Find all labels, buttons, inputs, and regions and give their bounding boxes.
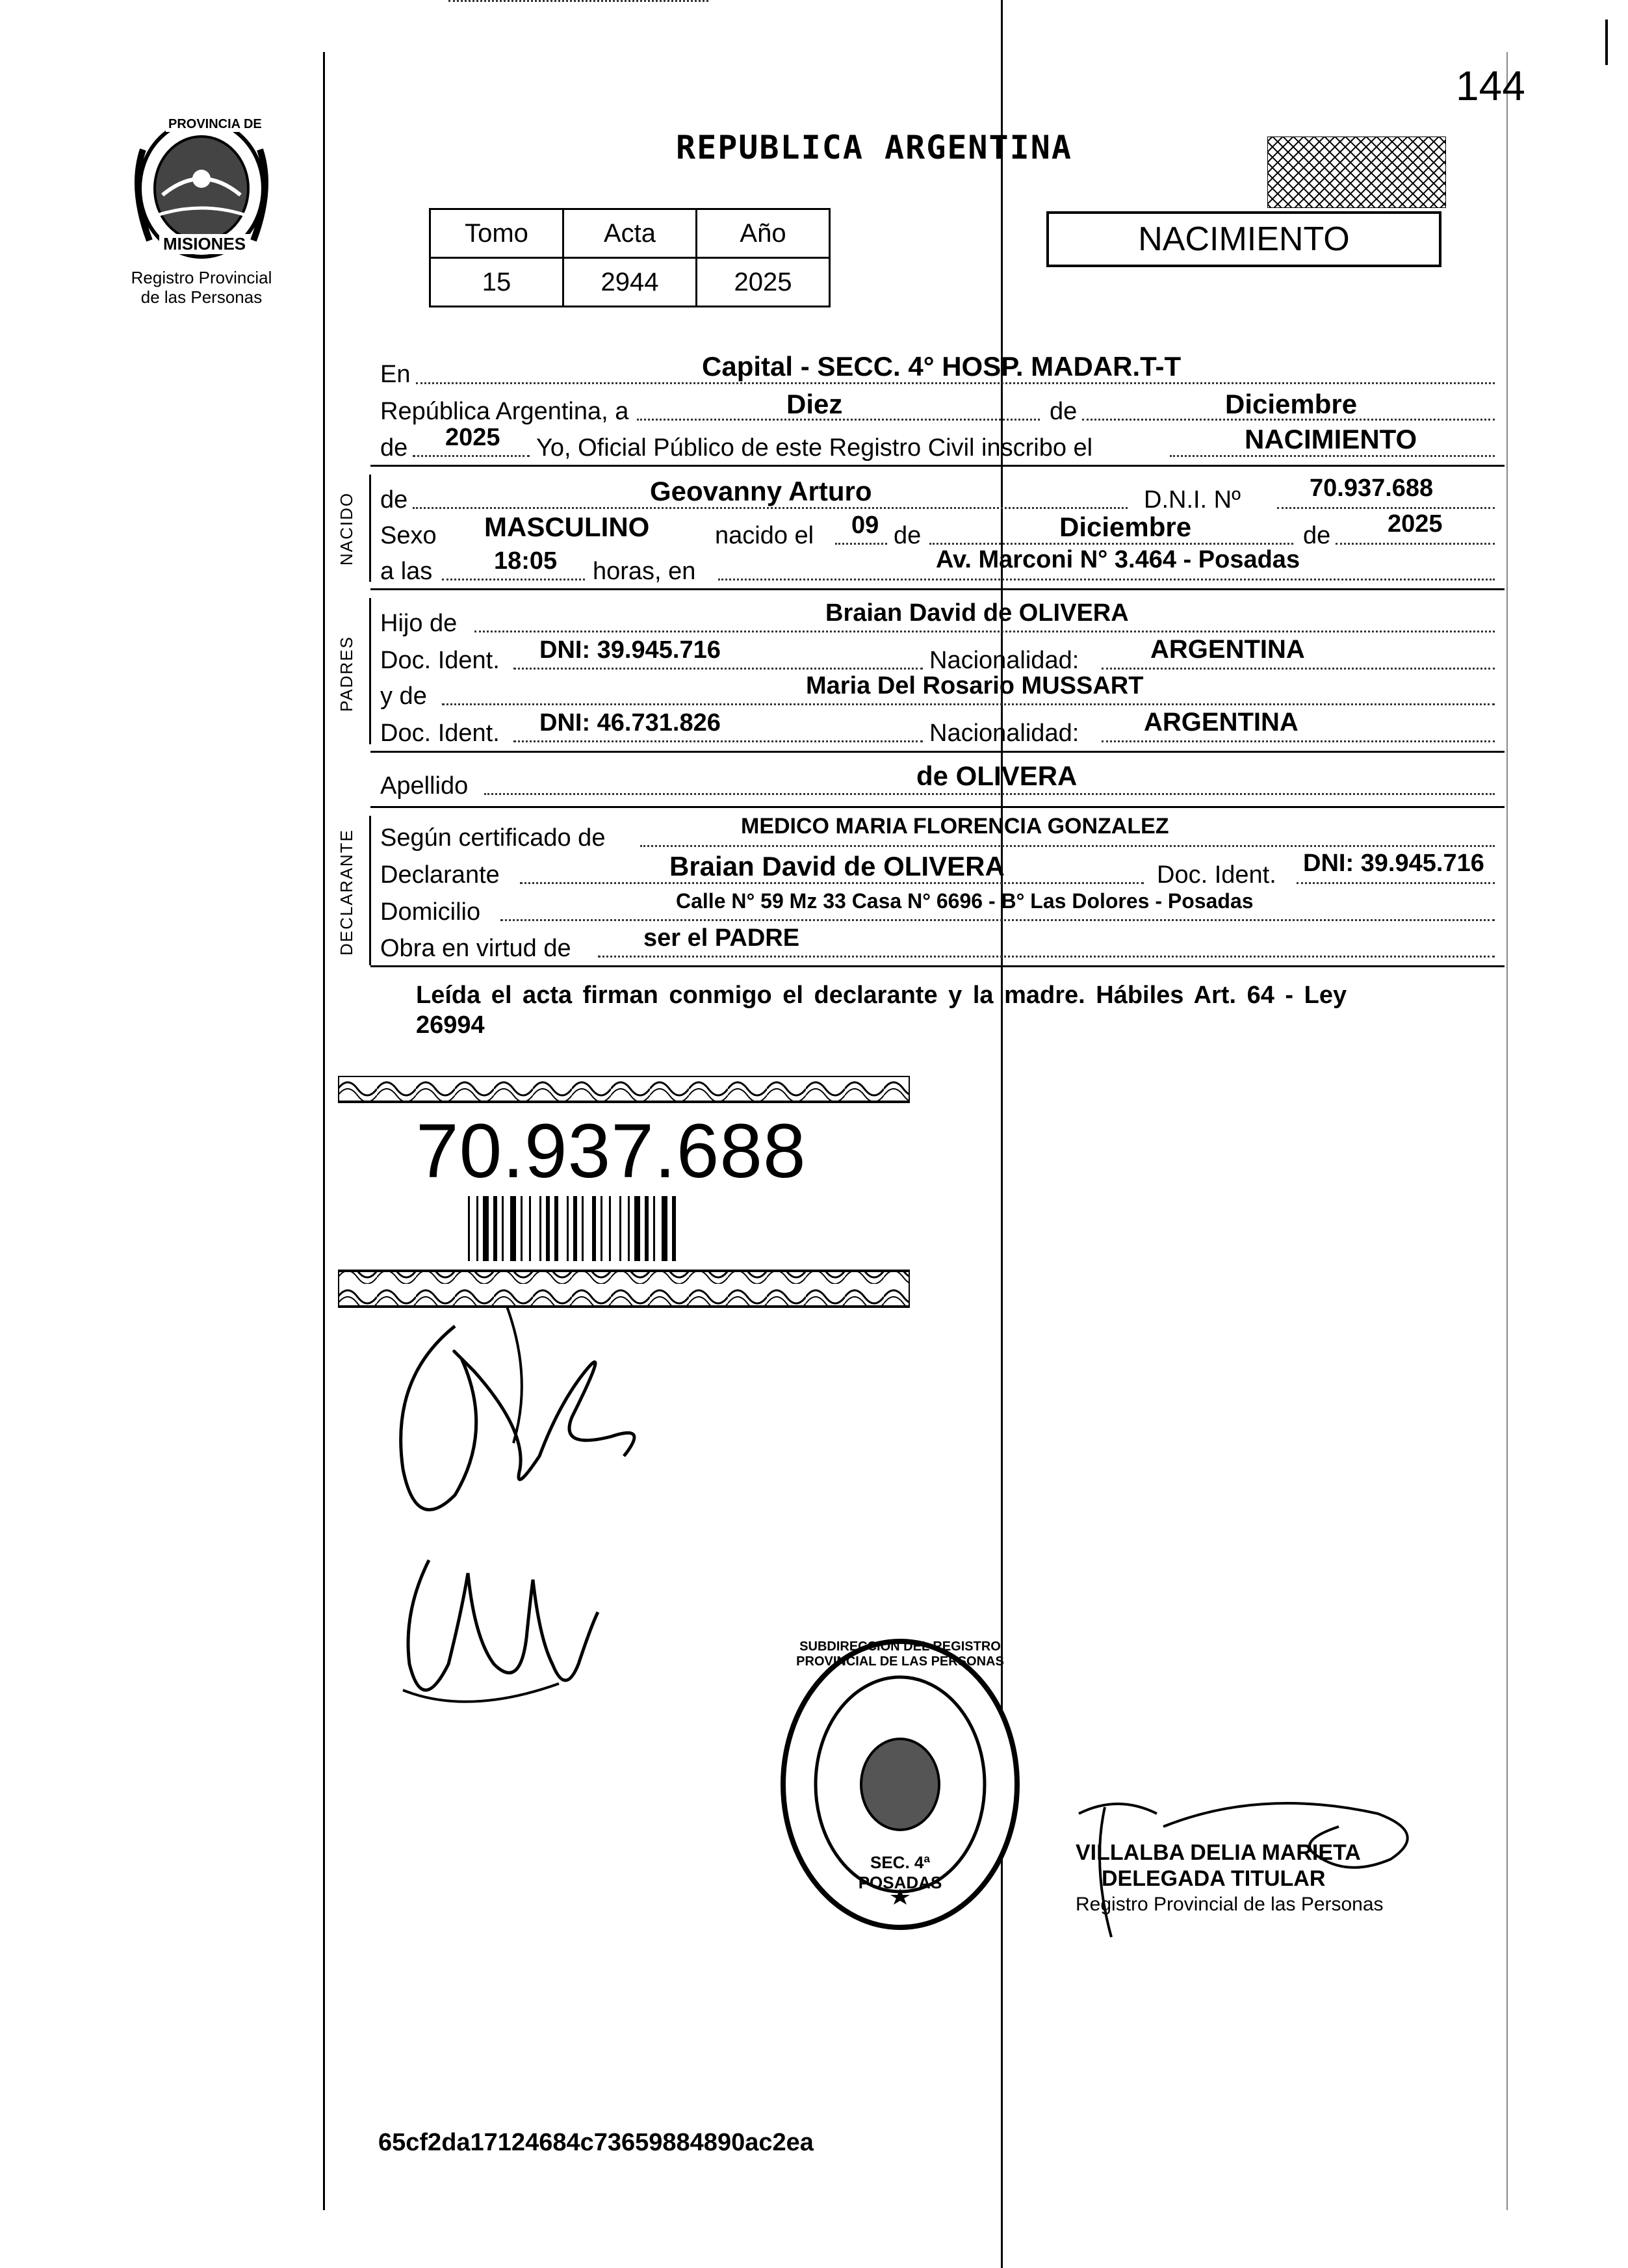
barcode-bar <box>609 1196 611 1261</box>
value-mes: Diciembre <box>1225 389 1358 419</box>
label-y-de: y de <box>380 683 427 710</box>
line-obra <box>598 956 1495 958</box>
value-anio: 2025 <box>697 258 830 307</box>
value-padre-doc: DNI: 39.945.716 <box>539 636 721 664</box>
barcode-bar <box>645 1196 649 1261</box>
line-sexo <box>448 0 708 2</box>
separator-1 <box>370 465 1505 467</box>
barcode-bar <box>529 1196 531 1261</box>
official-name: VILLALBA DELIA MARIETA <box>1076 1840 1361 1865</box>
label-de-nacido-anio: de <box>1303 522 1331 549</box>
barcode-label <box>338 1076 910 1310</box>
value-nacido-anio: 2025 <box>1388 510 1443 538</box>
closing-statement <box>416 980 1347 1040</box>
declarante-bracket <box>369 816 371 965</box>
value-padre-nac: ARGENTINA <box>1150 635 1305 664</box>
barcode-bar <box>493 1196 497 1261</box>
barcode-bar <box>510 1196 516 1261</box>
line-nacido-anio <box>1336 543 1495 545</box>
line-nacido-dia <box>835 543 887 545</box>
value-apellido: de OLIVERA <box>916 761 1078 791</box>
label-dni: D.N.I. Nº <box>1144 486 1241 514</box>
value-nacido-mes: Diciembre <box>1059 512 1192 542</box>
line-madre-nac <box>1102 740 1495 742</box>
hologram-icon <box>1267 137 1446 208</box>
line-anio <box>413 455 530 457</box>
corner-mark <box>1605 20 1608 65</box>
barcode-bar <box>601 1196 602 1261</box>
separator-2 <box>370 588 1505 590</box>
label-nacionalidad-madre: Nacionalidad: <box>929 720 1079 747</box>
declarant-signature <box>364 1300 702 1755</box>
record-table-header <box>430 209 830 258</box>
label-de-nacido-mes: de <box>894 522 922 549</box>
registry-name <box>104 268 299 307</box>
barcode-number: 70.937.688 <box>416 1108 807 1194</box>
barcode-bar <box>539 1196 541 1261</box>
label-segun: Según certificado de <box>380 824 606 852</box>
line-inscripcion <box>1170 455 1495 457</box>
label-hijo-de: Hijo de <box>380 610 458 637</box>
official-block <box>1076 1840 1384 1918</box>
label-yo: Yo, Oficial Público de este Registro Civil inscribo el <box>536 434 1093 462</box>
label-doc-ident-madre: Doc. Ident. <box>380 720 500 747</box>
barcode-bar <box>634 1196 640 1261</box>
line-nacido-mes <box>929 543 1293 545</box>
value-madre: Maria Del Rosario MUSSART <box>806 672 1144 699</box>
security-hologram <box>1267 137 1446 208</box>
barcode-bar <box>476 1196 478 1261</box>
label-de-mes: de <box>1050 398 1078 425</box>
barcode-bar <box>672 1196 676 1261</box>
line-padre-doc <box>513 668 923 670</box>
document-hash: 65cf2da17124684c73659884890ac2ea <box>378 2129 814 2156</box>
value-tipo-inscripcion: NACIMIENTO <box>1245 424 1417 454</box>
label-nacionalidad-padre: Nacionalidad: <box>929 647 1079 674</box>
side-label-nacido: NACIDO <box>337 491 356 566</box>
value-lugar: Capital - SECC. 4° HOSP. MADAR.T-T <box>702 351 1182 382</box>
value-madre-nac: ARGENTINA <box>1144 708 1299 736</box>
separator-3 <box>370 751 1505 753</box>
value-lugar-nacimiento: Av. Marconi N° 3.464 - Posadas <box>936 546 1300 573</box>
header-acta: Acta <box>563 209 697 258</box>
value-dni: 70.937.688 <box>1310 475 1434 502</box>
value-declarante-doc: DNI: 39.945.716 <box>1303 850 1484 877</box>
label-de-nombre: de <box>380 486 408 514</box>
line-lugar-nacimiento <box>718 579 1495 580</box>
barcode-bar <box>662 1196 667 1261</box>
line-madre-doc <box>513 740 923 742</box>
header-tomo: Tomo <box>430 209 563 258</box>
registry-name-line1: Registro Provincial <box>131 268 272 287</box>
line-nombre <box>413 507 1128 509</box>
label-en: En <box>380 361 411 388</box>
value-nacido-dia: 09 <box>851 512 879 539</box>
closing-line-1: Leída el acta firman conmigo el declarante y la madre. Hábiles Art. 64 - Ley <box>416 982 1347 1009</box>
label-obra: Obra en virtud de <box>380 935 571 962</box>
barcode-bar <box>468 1196 470 1261</box>
stamp-ring-text: SUBDIRECCION DEL REGISTRO PROVINCIAL DE LAS PERSONAS <box>796 1639 1004 1669</box>
barcode-bar <box>546 1196 550 1261</box>
closing-line-2: 26994 <box>416 1011 485 1039</box>
label-domicilio: Domicilio <box>380 898 481 926</box>
value-nombre: Geovanny Arturo <box>650 476 872 506</box>
seal-text-top: PROVINCIA DE <box>166 117 265 132</box>
line-hora <box>442 579 585 580</box>
line-madre <box>442 703 1495 705</box>
barcode-bar <box>483 1196 489 1261</box>
value-anio: 2025 <box>445 424 500 451</box>
line-padre-nac <box>1102 668 1495 670</box>
value-madre-doc: DNI: 46.731.826 <box>539 709 721 736</box>
line-declarante-doc <box>1297 882 1495 884</box>
barcode-bar <box>592 1196 596 1261</box>
line-certificado <box>640 845 1495 847</box>
label-doc-ident-padre: Doc. Ident. <box>380 647 500 674</box>
line-domicilio <box>500 919 1495 921</box>
value-certificado: MEDICO MARIA FLORENCIA GONZALEZ <box>741 814 1169 839</box>
label-nacido: nacido el <box>715 522 814 549</box>
label-de-anio: de <box>380 434 408 462</box>
barcode-bar <box>521 1196 523 1261</box>
seal-text-bottom: MISIONES <box>159 234 250 254</box>
label-horas: horas, en <box>593 558 696 585</box>
label-a-las: a las <box>380 558 433 585</box>
label-sexo: Sexo <box>380 522 437 549</box>
padres-bracket <box>369 598 371 744</box>
side-label-declarante: DECLARANTE <box>337 829 356 956</box>
record-table <box>429 208 831 307</box>
value-acta: 2944 <box>563 258 697 307</box>
line-en <box>416 382 1495 384</box>
line-padre <box>474 631 1495 632</box>
value-tomo: 15 <box>430 258 563 307</box>
value-sexo: MASCULINO <box>484 512 650 542</box>
barcode-bar <box>653 1196 655 1261</box>
barcode-bar <box>567 1196 569 1261</box>
barcode-bar <box>619 1196 621 1261</box>
official-stamp <box>773 1632 1027 1937</box>
official-office: Registro Provincial de las Personas <box>1076 1894 1384 1915</box>
registry-name-line2: de las Personas <box>140 287 263 307</box>
separator-4 <box>370 806 1505 808</box>
line-declarante <box>520 882 1144 884</box>
value-obra: ser el PADRE <box>643 924 800 952</box>
barcode-bar <box>573 1196 577 1261</box>
stamp-inner-text: SEC. 4ª POSADAS <box>858 1853 942 1892</box>
label-apellido: Apellido <box>380 772 469 800</box>
value-declarante: Braian David de OLIVERA <box>669 851 1005 881</box>
value-hora: 18:05 <box>494 547 558 575</box>
label-declarante: Declarante <box>380 861 500 889</box>
separator-5 <box>370 965 1505 967</box>
left-margin-line <box>323 52 325 2210</box>
country-title: REPUBLICA ARGENTINA <box>676 129 1072 166</box>
barcode-bar <box>554 1196 558 1261</box>
label-republica: República Argentina, a <box>380 398 629 425</box>
right-margin-line <box>1506 52 1508 2210</box>
barcode-bar <box>582 1196 584 1261</box>
signature-icon <box>364 1300 702 1755</box>
value-dia: Diez <box>786 389 843 419</box>
record-type-box: NACIMIENTO <box>1046 211 1441 267</box>
barcode-icon <box>468 1196 676 1261</box>
nacido-bracket <box>369 475 371 582</box>
line-apellido <box>484 793 1495 795</box>
line-dni <box>1277 507 1495 509</box>
page-number: 144 <box>1456 62 1525 109</box>
barcode-bar <box>502 1196 504 1261</box>
barcode-bar <box>628 1196 630 1261</box>
value-padre: Braian David de OLIVERA <box>825 599 1129 627</box>
header-anio: Año <box>697 209 830 258</box>
value-domicilio: Calle N° 59 Mz 33 Casa N° 6696 - B° Las Dolores - Posadas <box>676 889 1254 913</box>
record-table-values <box>430 258 830 307</box>
official-title: DELEGADA TITULAR <box>1102 1866 1326 1891</box>
side-label-padres: PADRES <box>337 636 356 712</box>
label-doc-ident-declarante: Doc. Ident. <box>1157 861 1276 889</box>
